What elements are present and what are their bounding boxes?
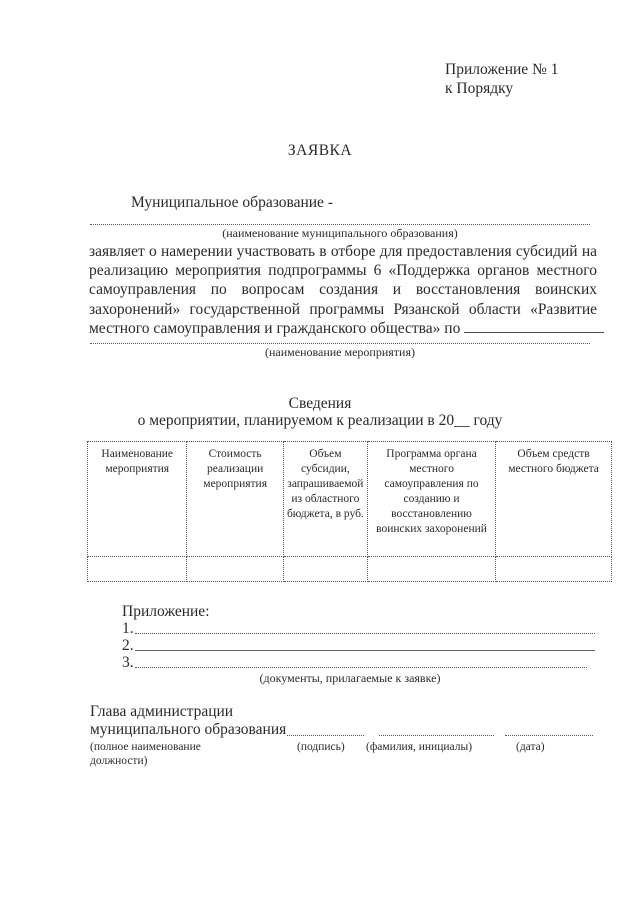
- attachment-item-2-line[interactable]: [135, 650, 595, 651]
- position-caption-line-1: (полное наименование: [90, 741, 201, 753]
- event-input-line[interactable]: [90, 343, 590, 344]
- statement-line-5: [89, 319, 597, 338]
- attachment-item-2-number: 2.: [122, 637, 134, 654]
- attachment-item-1-number: 1.: [122, 620, 134, 637]
- signature-caption: (подпись): [297, 741, 345, 753]
- municipality-label: Муниципальное образование -: [131, 194, 333, 211]
- municipality-input-line[interactable]: [90, 224, 590, 225]
- municipality-caption: (наименование муниципального образования): [222, 226, 458, 240]
- attachments-label: Приложение:: [122, 603, 210, 620]
- event-table: [87, 441, 612, 582]
- column-header-local-budget: Объем средств местного бюджета: [496, 442, 612, 557]
- appendix-number: Приложение № 1: [445, 61, 559, 78]
- attachment-item-3-line[interactable]: [135, 667, 587, 668]
- application-statement: [89, 242, 597, 338]
- column-header-subsidy-amount: Объем субсидии, запрашиваемой из областного бюджета, в руб.: [283, 442, 367, 557]
- statement-line-4: захоронений» государственной программы Рязанской области «Развитие: [89, 300, 597, 318]
- attachment-item-1-line[interactable]: [135, 633, 595, 634]
- info-subtitle: о мероприятии, планируемом к реализации в 20__ году: [137, 412, 503, 429]
- head-title-line-2: муниципального образования: [90, 721, 287, 738]
- table-cell-local-program[interactable]: [367, 557, 495, 582]
- signature-line[interactable]: [287, 735, 364, 736]
- appendix-reference: [445, 60, 558, 98]
- event-caption: (наименование мероприятия): [265, 345, 415, 359]
- table-cell-subsidy-amount[interactable]: [283, 557, 367, 582]
- name-line[interactable]: [379, 735, 494, 736]
- info-title: Сведения: [288, 395, 352, 412]
- statement-line-3: самоуправления по вопросам создания и восстановления воинских: [89, 281, 597, 299]
- table-cell-cost[interactable]: [187, 557, 283, 582]
- column-header-cost: Стоимость реализации мероприятия: [187, 442, 283, 557]
- statement-line-5-text: местного самоуправления и гражданского общества» по: [89, 319, 461, 337]
- name-caption: (фамилия, инициалы): [366, 741, 473, 753]
- statement-line-2: реализацию мероприятия подпрограммы 6 «Поддержка органов местного: [89, 262, 597, 280]
- column-header-event-name: Наименование мероприятия: [88, 442, 187, 557]
- statement-line-1: заявляет о намерении участвовать в отборе для предоставления субсидий на: [89, 243, 597, 260]
- event-fill-blank[interactable]: [464, 320, 604, 333]
- date-line[interactable]: [505, 735, 593, 736]
- appendix-order-ref: к Порядку: [445, 80, 514, 97]
- document-title: ЗАЯВКА: [287, 142, 353, 159]
- date-caption: (дата): [516, 741, 545, 753]
- table-header-row: [88, 442, 612, 557]
- column-header-local-program: Программа органа местного самоуправления по созданию и восстановлению воинских захоронений: [367, 442, 495, 557]
- head-title-line-1: Глава администрации: [90, 703, 234, 720]
- attachments-caption: (документы, прилагаемые к заявке): [259, 671, 441, 685]
- table-cell-local-budget[interactable]: [496, 557, 612, 582]
- position-caption-line-2: должности): [90, 755, 148, 767]
- table-cell-event-name[interactable]: [88, 557, 187, 582]
- table-row: [88, 557, 612, 582]
- attachment-item-3-number: 3.: [122, 654, 134, 671]
